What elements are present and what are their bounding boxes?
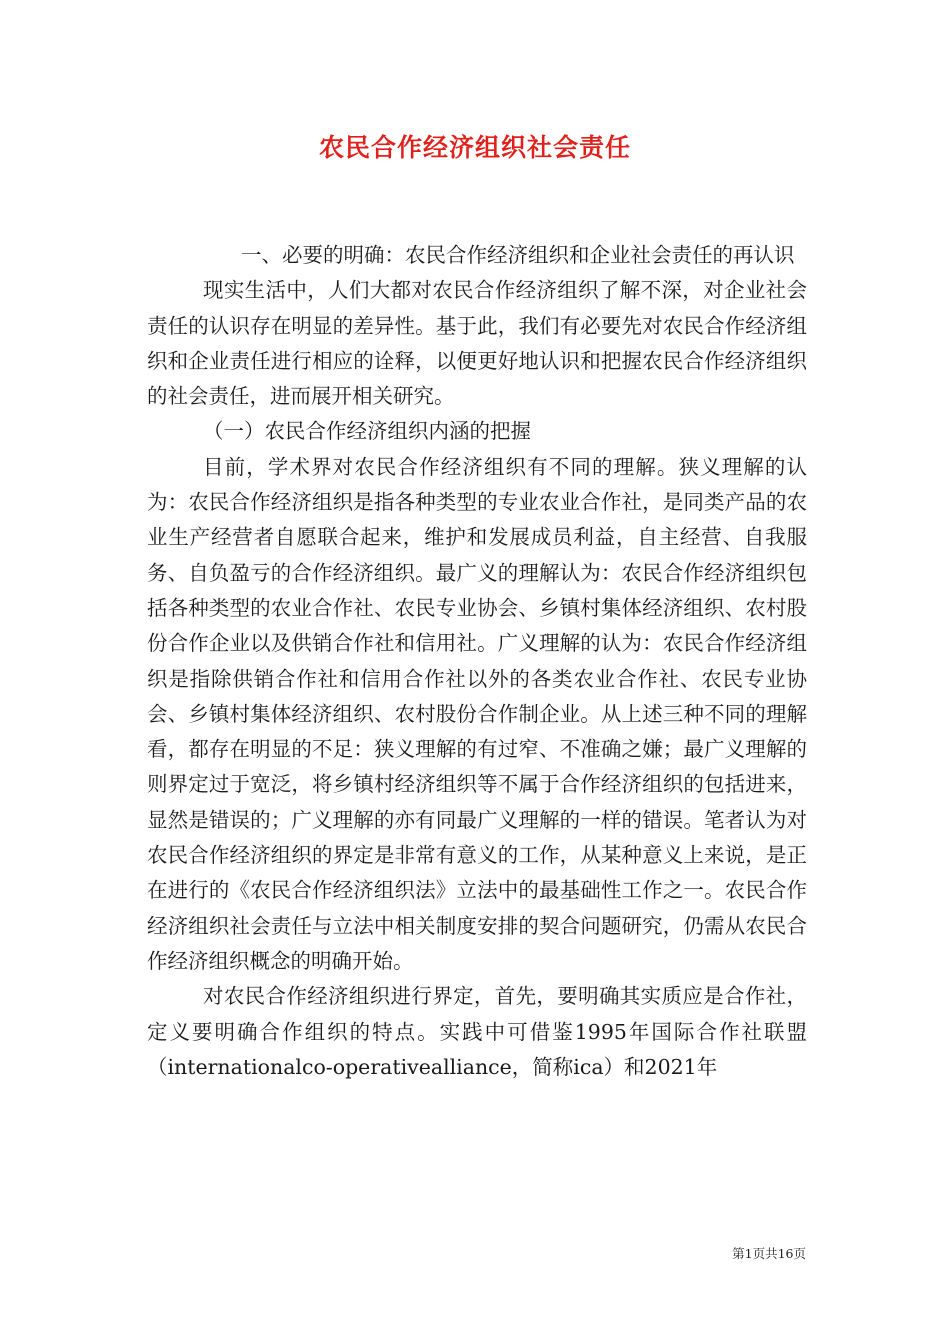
subsection-heading: （一）农民合作经济组织内涵的把握 — [203, 419, 531, 444]
footer-middle: 页共 — [752, 1246, 778, 1261]
paragraph: 目前，学术界对农民合作经济组织有不同的理解。狭义理解的认为：农民合作经济组织是指各种类型的专业农业合作社，是同类产品的农业生产经营者自愿联合起来，维护和发展成员利益，自主经营、自我服务、自负盈亏的合作经济组织。最广义的理解认为：农民合作经济组织包括各种类型的农业合作社、农民专业协会、乡镇村集体经济组织、农村股份合作企业以及供销合作社和信用社。广义理解的认为：农民合作经济组织是指除供销合作社和信用合作社以外的各类农业合作社、农民专业协会、乡镇村集体经济组织、农村股份合作制企业。从上述三种不同的理解看，都存在明显的不足：狭义理解的有过窄、不准确之嫌；最广义理解的则界定过于宽泛，将乡镇村经济组织等不属于合作经济组织的包括进来，显然是错误的；广义理解的亦有同最广义理解的一样的错误。笔者认为对农民合作经济组织的界定是非常有意义的工作，从某种意义上来说，是正在进行的《农民合作经济组织法》立法中的最基础性工作之一。农民合作经济组织社会责任与立法中相关制度安排的契合问题研究，仍需从农民合作经济组织概念的明确开始。 — [147, 454, 807, 973]
page-footer — [0, 1244, 806, 1262]
paragraph: 现实生活中，人们大都对农民合作经济组织了解不深，对企业社会责任的认识存在明显的差异性。基于此，我们有必要先对农民合作经济组织和企业责任进行相应的诠释，以便更好地认识和把握农民合作经济组织的社会责任，进而展开相关研究。 — [147, 278, 807, 409]
document-title: 农民合作经济组织社会责任 — [318, 133, 631, 162]
footer-total-pages: 16 — [777, 1246, 794, 1261]
paragraph: 对农民合作经济组织进行界定，首先，要明确其实质应是合作社，定义要明确合作组织的特点。实践中可借鉴1995年国际合作社联盟（internationalco-operativealliance，简称ica）和2021年 — [147, 984, 807, 1079]
footer-page-number: 1 — [744, 1246, 753, 1261]
document-body — [147, 238, 807, 1085]
footer-suffix: 页 — [793, 1246, 806, 1261]
section-heading: 一、必要的明确：农民合作经济组织和企业社会责任的再认识 — [241, 243, 795, 267]
footer-prefix: 第 — [732, 1246, 745, 1261]
